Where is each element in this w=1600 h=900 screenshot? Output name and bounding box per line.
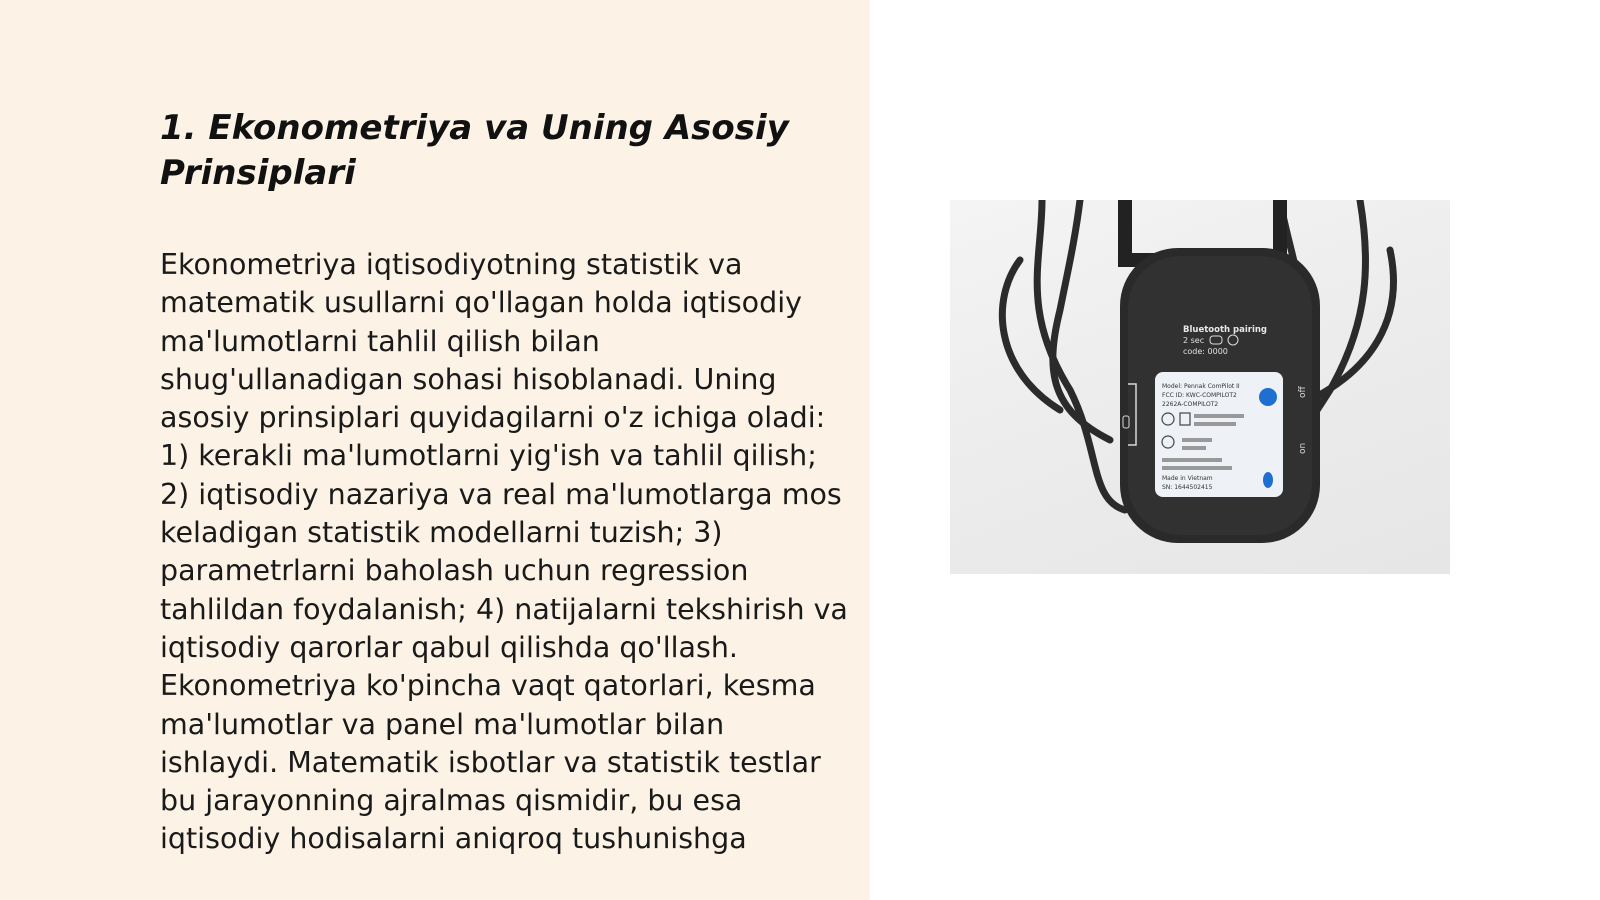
label-line-1: [1194, 414, 1244, 418]
label-line-2: [1194, 422, 1236, 426]
pairing-code: code: 0000: [1183, 347, 1228, 356]
slide-body-text: Ekonometriya iqtisodiyotning statistik va matematik usullarni qo'llagan holda iqtisodiy ma'lumotlarni tahlil qilish bilan shug'ullanadigan sohasi hisoblanadi. Uning asosiy prinsiplari quyidagilarni o'z ichiga oladi: 1) kerakli ma'lumotlarni yig'ish va tahlil qilish; 2) iqtisodiy nazariya va real ma'lumotlarga mos keladigan statistik modellarni tuzish; 3) parametrlarni baholash uchun regression tahlildan foydalanish; 4) natijalarni tekshirish va iqtisodiy qarorlar qabul qilishda qo'llash. Ekonometriya ko'pincha vaqt qatorlari, kesma ma'lumotlar va panel ma'lumotlar bilan ishlaydi. Matematik isbotlar va statistik testlar bu jarayonning ajralmas qismidir, bu esa iqtisodiy hodisalarni aniqroq tushunishga: [160, 248, 848, 856]
slide-heading: 1. Ekonometriya va Uning Asosiy Prinsiplari: [160, 108, 789, 193]
bluetooth-device-photo: [950, 200, 1450, 574]
device-illustration: [950, 200, 1450, 574]
switch-off-label: off: [1298, 386, 1308, 398]
switch-on-label: on: [1298, 442, 1308, 454]
label-line-3: [1182, 438, 1212, 442]
label-line-5: [1162, 458, 1222, 462]
label-line-4: [1182, 446, 1206, 450]
label-model: Model: Pennak ComPilot II: [1162, 383, 1240, 390]
label-line-6: [1162, 466, 1232, 470]
label-made: Made in Vietnam: [1162, 475, 1213, 482]
label-sn: SN: 1644502415: [1162, 484, 1213, 491]
label-logo-icon: [1259, 388, 1277, 406]
label-fcc: FCC ID: KWC-COMPILOT2: [1162, 392, 1237, 399]
pairing-title: Bluetooth pairing: [1183, 325, 1267, 335]
bluetooth-icon: [1263, 472, 1273, 488]
label-ic: 2262A-COMPILOT2: [1162, 401, 1219, 408]
pairing-hint: 2 sec: [1183, 336, 1205, 345]
